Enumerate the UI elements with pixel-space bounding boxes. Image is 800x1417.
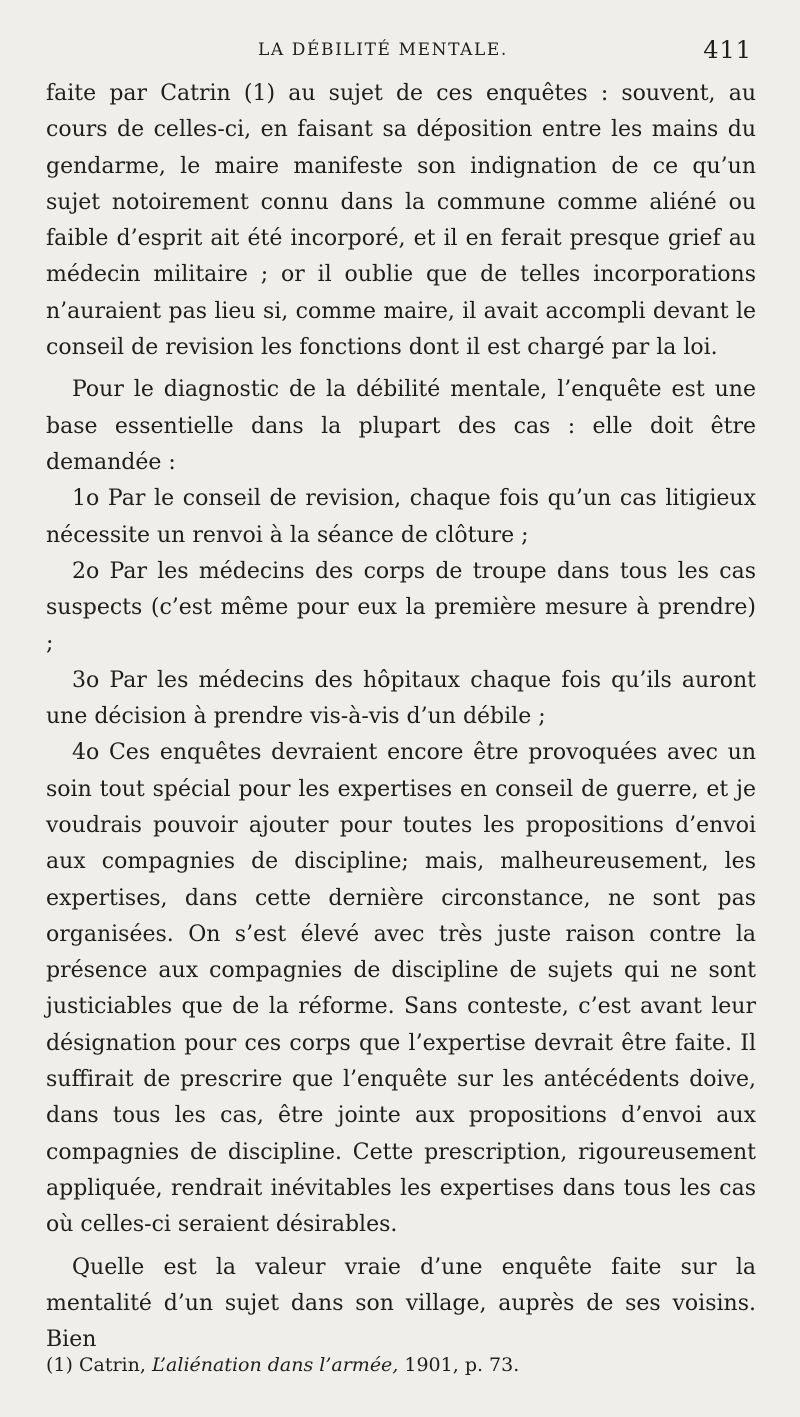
running-head: LA DÉBILITÉ MENTALE. [258,40,508,60]
list-item-4: 4o Ces enquêtes devraient encore être provoquées avec un soin tout spécial pour les expertises en conseil de guerre, et je voudrais pouvoir ajouter pour toutes les propositions d’envoi aux compagnies de discipline; mais, malheureusement, les expertises, dans cette dernière circonstance, ne sont pas organisées. On s’est élevé avec très juste raison contre la présence aux compagnies de discipline de sujets qui ne sont justiciables que de la réforme. Sans conteste, c’est avant leur désignation pour ces corps que l’expertise devrait être faite. Il suffirait de prescrire que l’enquête sur les antécédents doive, dans tous les cas, être jointe aux propositions d’envoi aux compagnies de discipline. Cette prescription, rigoureusement appliquée, rendrait inévitables les expertises dans tous les cas où celles-ci seraient désirables. [46,740,756,1238]
footnote-marker: (1) Catrin, [46,1354,152,1376]
page-number: 411 [703,36,752,64]
footnote-rest: 1901, p. 73. [398,1354,520,1376]
paragraph-value-question: Quelle est la valeur vraie d’une enquête faite sur la mentalité d’un sujet dans son village, auprès de ses voisins. Bien [46,1254,756,1353]
paragraph-diagnostic: Pour le diagnostic de la débilité mentale, l’enquête est une base essentielle dans la plupart des cas : elle doit être demandée : [46,377,756,475]
page-header [46,30,756,76]
body-text [46,76,756,1358]
list-item-2: 2o Par les médecins des corps de troupe dans tous les cas suspects (c’est même pour eux la première mesure à prendre) ; [46,558,756,657]
list-item-1: 1o Par le conseil de revision, chaque fois qu’un cas litigieux nécessite un renvoi à la séance de clôture ; [46,486,756,548]
list-item-3: 3o Par les médecins des hôpitaux chaque fois qu’ils auront une décision à prendre vis-à-vis d’un débile ; [46,667,756,730]
footnote [46,1352,519,1378]
paragraph-continuation: faite par Catrin (1) au sujet de ces enquêtes : souvent, au cours de celles-ci, en faisant sa déposition entre les mains du gendarme, le maire manifeste son indignation de ce qu’un sujet notoirement connu dans la commune comme aliéné ou faible d’esprit ait été incorporé, et il en ferait presque grief au médecin militaire ; or il oublie que de telles incorporations n’auraient pas lieu si, comme maire, il avait accompli devant le conseil de revision les fonctions dont il est chargé par la loi. [46,81,756,361]
footnote-title: L’aliénation dans l’armée, [151,1354,399,1376]
